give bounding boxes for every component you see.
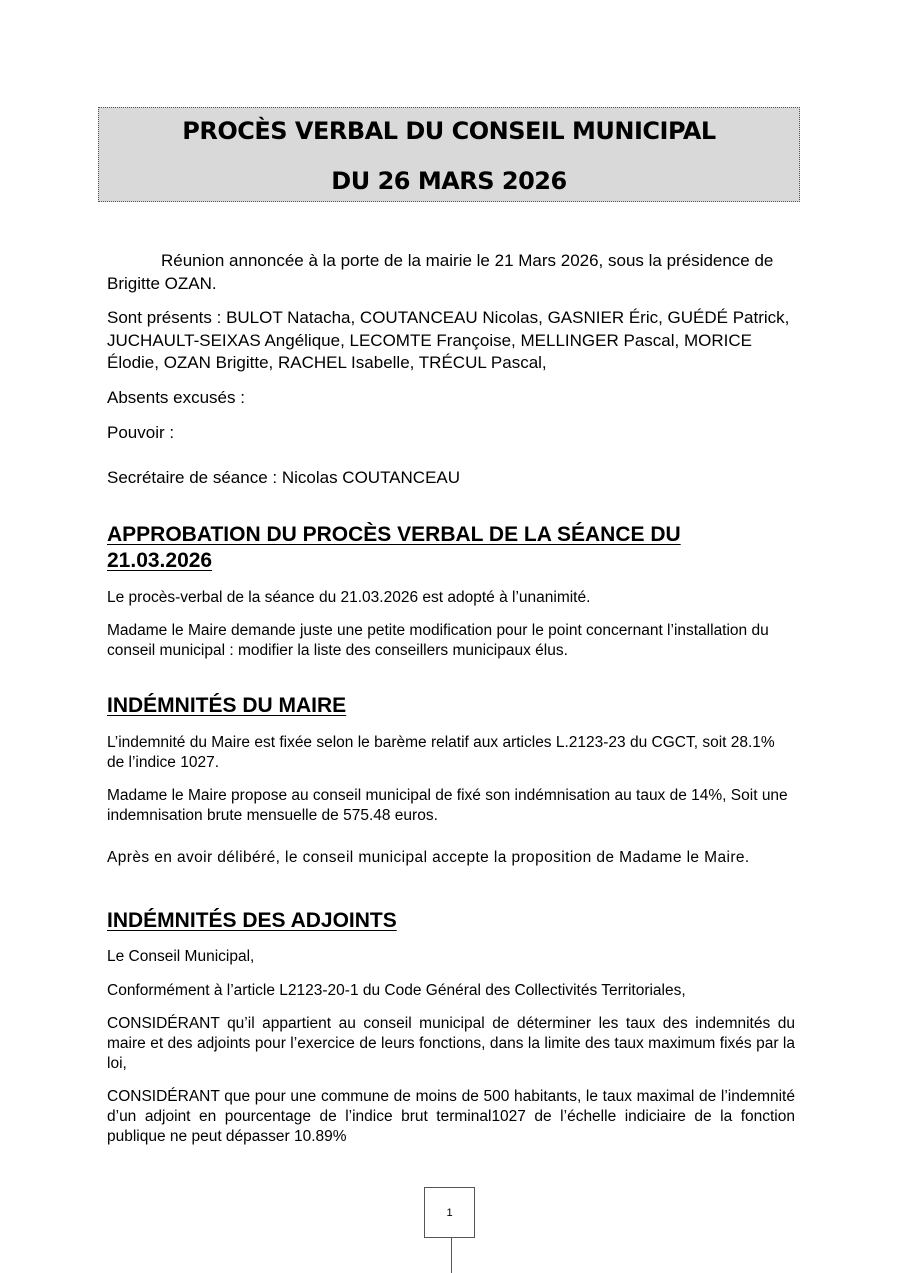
page-number-connector — [451, 1238, 452, 1273]
maire-paragraph-3: Après en avoir délibéré, le conseil municipal accepte la proposition de Madame le Maire. — [107, 849, 750, 866]
document-title-box — [98, 107, 800, 202]
page-number: 1 — [446, 1207, 453, 1219]
presents-paragraph: Sont présents : BULOT Natacha, COUTANCEAU Nicolas, GASNIER Éric, GUÉDÉ Patrick, JUCHAULT-SEIXAS Angélique, LECOMTE Françoise, MELLINGER Pascal, MORICE Élodie, OZAN Brigitte, RACHEL Isabelle, TRÉCUL Pascal, — [107, 308, 790, 372]
document-title: PROCÈS VERBAL DU CONSEIL MUNICIPAL — [182, 117, 716, 145]
adjoints-paragraph-3: CONSIDÉRANT qu’il appartient au conseil municipal de déterminer les taux des indemnités du maire et des adjoints pour l’exercice de leurs fonctions, dans la limite des taux maximum fixés par la loi, — [107, 1015, 795, 1072]
pouvoir-line: Pouvoir : — [107, 423, 175, 442]
adjoints-paragraph-1: Le Conseil Municipal, — [107, 948, 255, 965]
maire-paragraph-2: Madame le Maire propose au conseil municipal de fixé son indémnisation au taux de 14%, Soit une indemnisation brute mensuelle de 575.48 euros. — [107, 787, 788, 824]
section-heading-indemnites-maire: INDÉMNITÉS DU MAIRE — [107, 694, 347, 717]
maire-paragraph-1: L’indemnité du Maire est fixée selon le barème relatif aux articles L.2123-23 du CGCT, soit 28.1% de l’indice 1027. — [107, 734, 775, 771]
document-date: DU 26 MARS 2026 — [331, 167, 567, 195]
page-number-box — [424, 1187, 475, 1238]
absents-line: Absents excusés : — [107, 388, 245, 407]
adjoints-paragraph-4: CONSIDÉRANT que pour une commune de moins de 500 habitants, le taux maximal de l’indemnité d’un adjoint en pourcentage de l’indice brut terminal1027 de l’échelle indiciaire de la fonction publique ne peut dépasser 10.89% — [107, 1088, 795, 1145]
section-heading-approbation: APPROBATION DU PROCÈS VERBAL DE LA SÉANCE DU 21.03.2026 — [107, 523, 681, 572]
reunion-paragraph: Réunion annoncée à la porte de la mairie le 21 Mars 2026, sous la présidence de Brigitte OZAN. — [107, 251, 774, 293]
approbation-paragraph-1: Le procès-verbal de la séance du 21.03.2026 est adopté à l’unanimité. — [107, 589, 591, 606]
approbation-paragraph-2: Madame le Maire demande juste une petite modification pour le point concernant l’installation du conseil municipal : modifier la liste des conseillers municipaux élus. — [107, 622, 769, 659]
secretaire-line: Secrétaire de séance : Nicolas COUTANCEAU — [107, 468, 461, 487]
section-heading-indemnites-adjoints: INDÉMNITÉS DES ADJOINTS — [107, 909, 397, 932]
adjoints-paragraph-2: Conformément à l’article L2123-20-1 du Code Général des Collectivités Territoriales, — [107, 982, 686, 999]
